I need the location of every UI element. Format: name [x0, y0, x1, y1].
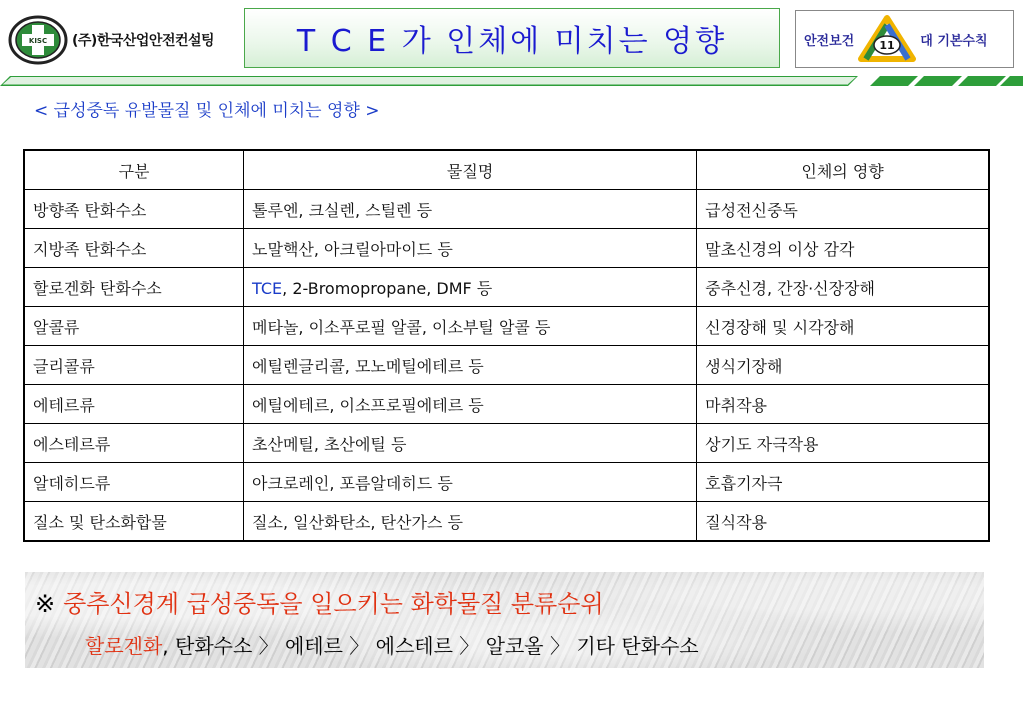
substances-rest: , 2-Bromopropane, DMF 등 [282, 278, 493, 298]
safety-logo-right-text: 대 기본수칙 [920, 33, 988, 49]
cell-effect: 중추신경, 간장·신장장해 [697, 268, 989, 307]
safety-triangle-icon [858, 15, 916, 63]
note-heading-line [35, 584, 604, 619]
table-row [24, 268, 989, 307]
cell-category: 알데히드류 [24, 463, 244, 502]
svg-text:KISC: KISC [28, 37, 48, 45]
substance-table [23, 149, 990, 542]
cell-substances: 메타놀, 이소푸로필 알콜, 이소부틸 알콜 등 [244, 307, 697, 346]
table-row [24, 190, 989, 229]
header-effect: 인체의 영향 [697, 150, 989, 190]
table-row [24, 346, 989, 385]
header-category: 구분 [24, 150, 244, 190]
cell-substances: 톨루엔, 크실렌, 스틸렌 등 [244, 190, 697, 229]
safety-rules-logo [795, 10, 1014, 68]
cell-substances: 초산메틸, 초산에틸 등 [244, 424, 697, 463]
ranking-rest: , 탄화수소 〉 에테르 〉 에스테르 〉 알코올 〉 기타 탄화수소 [162, 634, 699, 658]
cell-effect: 신경장해 및 시각장해 [697, 307, 989, 346]
highlighted-substance: TCE [252, 278, 283, 298]
safety-logo-left-text: 안전보건 [804, 33, 855, 49]
cell-effect: 질식작용 [697, 502, 989, 542]
cell-effect: 급성전신중독 [697, 190, 989, 229]
cell-substances: 에틸렌글리콜, 모노메틸에테르 등 [244, 346, 697, 385]
cell-category: 에스테르류 [24, 424, 244, 463]
table-row [24, 229, 989, 268]
cell-effect: 호흡기자극 [697, 463, 989, 502]
cell-effect: 생식기장해 [697, 346, 989, 385]
page-title: T C E 가 인체에 미치는 영향 [296, 24, 728, 59]
note-heading: 중추신경계 급성중독을 일으키는 화학물질 분류순위 [63, 590, 604, 618]
company-name: (주)한국산업안전컨설팅 [72, 33, 215, 49]
cell-category: 알콜류 [24, 307, 244, 346]
cell-category: 에테르류 [24, 385, 244, 424]
cell-substances: 에틸에테르, 이소프로필에테르 등 [244, 385, 697, 424]
table-header-row [24, 150, 989, 190]
cell-category: 질소 및 탄소화합물 [24, 502, 244, 542]
table-row [24, 424, 989, 463]
header-substances: 물질명 [244, 150, 697, 190]
table-row [24, 307, 989, 346]
cell-substances: 아크로레인, 포름알데히드 등 [244, 463, 697, 502]
cell-effect: 마취작용 [697, 385, 989, 424]
cell-category: 할로겐화 탄화수소 [24, 268, 244, 307]
ranking-first: 할로겐화 [85, 634, 163, 658]
cell-effect: 상기도 자극작용 [697, 424, 989, 463]
ranking-line [85, 630, 699, 659]
cell-category: 방향족 탄화수소 [24, 190, 244, 229]
svg-text:11: 11 [879, 39, 895, 52]
company-seal-icon [8, 15, 68, 65]
reference-mark: ※ [35, 590, 56, 618]
note-box [25, 572, 984, 668]
company-logo [8, 12, 233, 68]
cell-substances: 질소, 일산화탄소, 탄산가스 등 [244, 502, 697, 542]
table-row [24, 385, 989, 424]
cell-substances [244, 268, 697, 307]
table-row [24, 502, 989, 542]
cell-category: 글리콜류 [24, 346, 244, 385]
table-row [24, 463, 989, 502]
cell-category: 지방족 탄화수소 [24, 229, 244, 268]
cell-substances: 노말핵산, 아크릴아마이드 등 [244, 229, 697, 268]
section-subtitle: < 급성중독 유발물질 및 인체에 미치는 영향 > [34, 101, 380, 121]
header-divider-bar [0, 74, 1023, 88]
title-box [244, 8, 780, 68]
cell-effect: 말초신경의 이상 감각 [697, 229, 989, 268]
